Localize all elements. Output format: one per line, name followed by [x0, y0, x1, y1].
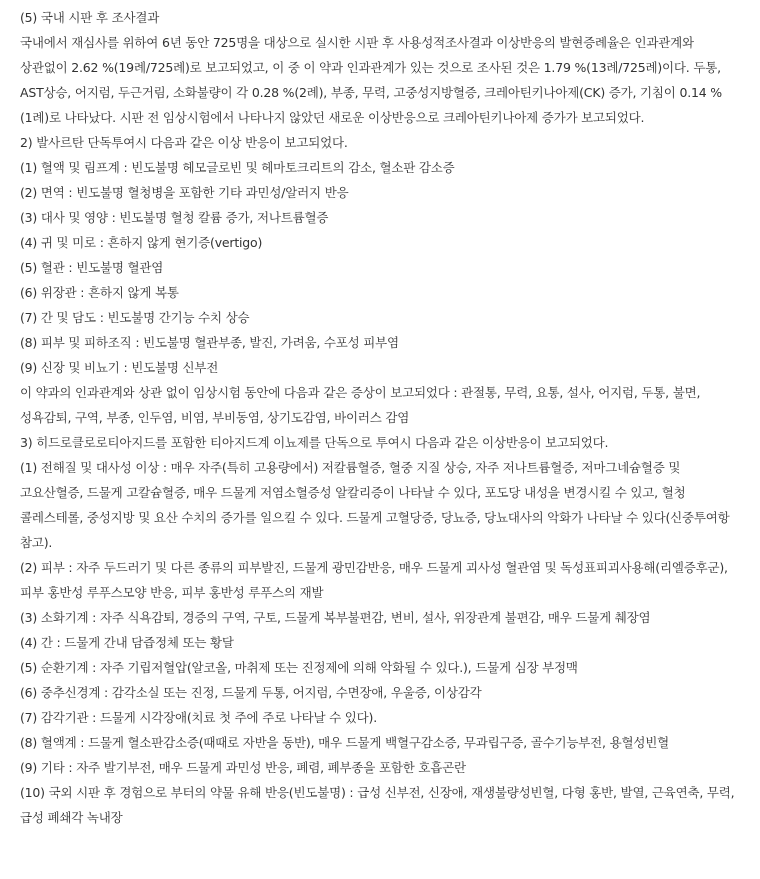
section-heading: 3) 히드로클로로티아지드를 포함한 티아지드계 이뇨제를 단독으로 투여시 다음과 같은 이상반응이 보고되었다. [20, 435, 609, 450]
list-item: (5) 순환기계 : 자주 기립저혈압(알코올, 마취제 또는 진정제에 의해 악화될 수 있다.), 드물게 심장 부정맥 [20, 660, 578, 675]
body-paragraph: 국내에서 재심사를 위하여 6년 동안 725명을 대상으로 실시한 시판 후 사용성적조사결과 이상반응의 발현증례율은 인과관계와 상관없이 2.62 %(19례/725례)로 보고되었고, 이 중 이 약과 인과관계가 있는 것으로 조사된 것은 1.79 %(13례/725례)이다. 두통, AST상승, 어지럼, 두근거림, 소화불량이 각 0.28 %(2례), 부종, 무력, 고중성지방혈증, 크레아틴키나아제(CK) 증가, 기침이 0.14 %(1례)로 나타났다. 시판 전 임상시험에서 나타나지 않았던 새로운 이상반응으로 크레아틴키나아제 증가가 보고되었다. [20, 35, 722, 125]
list-item: (10) 국외 시판 후 경험으로 부터의 약물 유해 반응(빈도불명) : 급성 신부전, 신장애, 재생불량성빈혈, 다형 홍반, 발열, 근육연축, 무력, 급성 폐쇄각 녹내장 [20, 785, 735, 825]
list-item: (6) 위장관 : 흔하지 않게 복통 [20, 285, 179, 300]
list-item: (2) 피부 : 자주 두드러기 및 다른 종류의 피부발진, 드물게 광민감반응, 매우 드물게 괴사성 혈관염 및 독성표피괴사용해(리엘증후군), 피부 홍반성 루푸스모양 반응, 피부 홍반성 루푸스의 재발 [20, 560, 728, 600]
list-item: (6) 중추신경계 : 감각소실 또는 진정, 드물게 두통, 어지럼, 수면장애, 우울증, 이상감각 [20, 685, 482, 700]
list-item: (7) 감각기관 : 드물게 시각장애(치료 첫 주에 주로 나타날 수 있다). [20, 710, 377, 725]
list-item: (4) 귀 및 미로 : 흔하지 않게 현기증(vertigo) [20, 235, 263, 250]
list-item: (8) 피부 및 피하조직 : 빈도불명 혈관부종, 발진, 가려움, 수포성 피부염 [20, 335, 399, 350]
list-item: (1) 전해질 및 대사성 이상 : 매우 자주(특히 고용량에서) 저칼륨혈증, 혈중 지질 상승, 자주 저나트륨혈증, 저마그네슘혈증 및 고요산혈증, 드물게 고칼슘혈증, 매우 드물게 저염소혈증성 알칼리증이 나타날 수 있다, 포도당 내성을 변경시킬 수 있고, 혈청 콜레스테롤, 중성지방 및 요산 수치의 증가를 일으킬 수 있다. 드물게 고혈당증, 당뇨증, 당뇨대사의 악화가 나타날 수 있다(신중투여항 참고). [20, 460, 730, 550]
section-heading: (5) 국내 시판 후 조사결과 [20, 10, 160, 25]
list-item: (1) 혈액 및 림프계 : 빈도불명 헤모글로빈 및 헤마토크리트의 감소, 혈소판 감소증 [20, 160, 455, 175]
list-item: (7) 간 및 담도 : 빈도불명 간기능 수치 상승 [20, 310, 250, 325]
list-item: (2) 면역 : 빈도불명 혈청병을 포함한 기타 과민성/알러지 반응 [20, 185, 349, 200]
list-item: (9) 기타 : 자주 발기부전, 매우 드물게 과민성 반응, 폐렴, 폐부종을 포함한 호흡곤란 [20, 760, 466, 775]
list-item: (8) 혈액계 : 드물게 혈소판감소증(때때로 자반을 동반), 매우 드물게 백혈구감소증, 무과립구증, 골수기능부전, 용혈성빈혈 [20, 735, 669, 750]
list-item: (5) 혈관 : 빈도불명 혈관염 [20, 260, 164, 275]
section-heading: 2) 발사르탄 단독투여시 다음과 같은 이상 반응이 보고되었다. [20, 135, 348, 150]
body-paragraph: 이 약과의 인과관계와 상관 없이 임상시험 동안에 다음과 같은 증상이 보고되었다 : 관절통, 무력, 요통, 설사, 어지럼, 두통, 불면, 성욕감퇴, 구역, 부종, 인두염, 비염, 부비동염, 상기도감염, 바이러스 감염 [20, 385, 701, 425]
list-item: (3) 소화기계 : 자주 식욕감퇴, 경증의 구역, 구토, 드물게 복부불편감, 변비, 설사, 위장관계 불편감, 매우 드물게 췌장염 [20, 610, 651, 625]
list-item: (3) 대사 및 영양 : 빈도불명 혈청 칼륨 증가, 저나트륨혈증 [20, 210, 329, 225]
list-item: (9) 신장 및 비뇨기 : 빈도불명 신부전 [20, 360, 219, 375]
list-item: (4) 간 : 드물게 간내 담즙정체 또는 황달 [20, 635, 234, 650]
